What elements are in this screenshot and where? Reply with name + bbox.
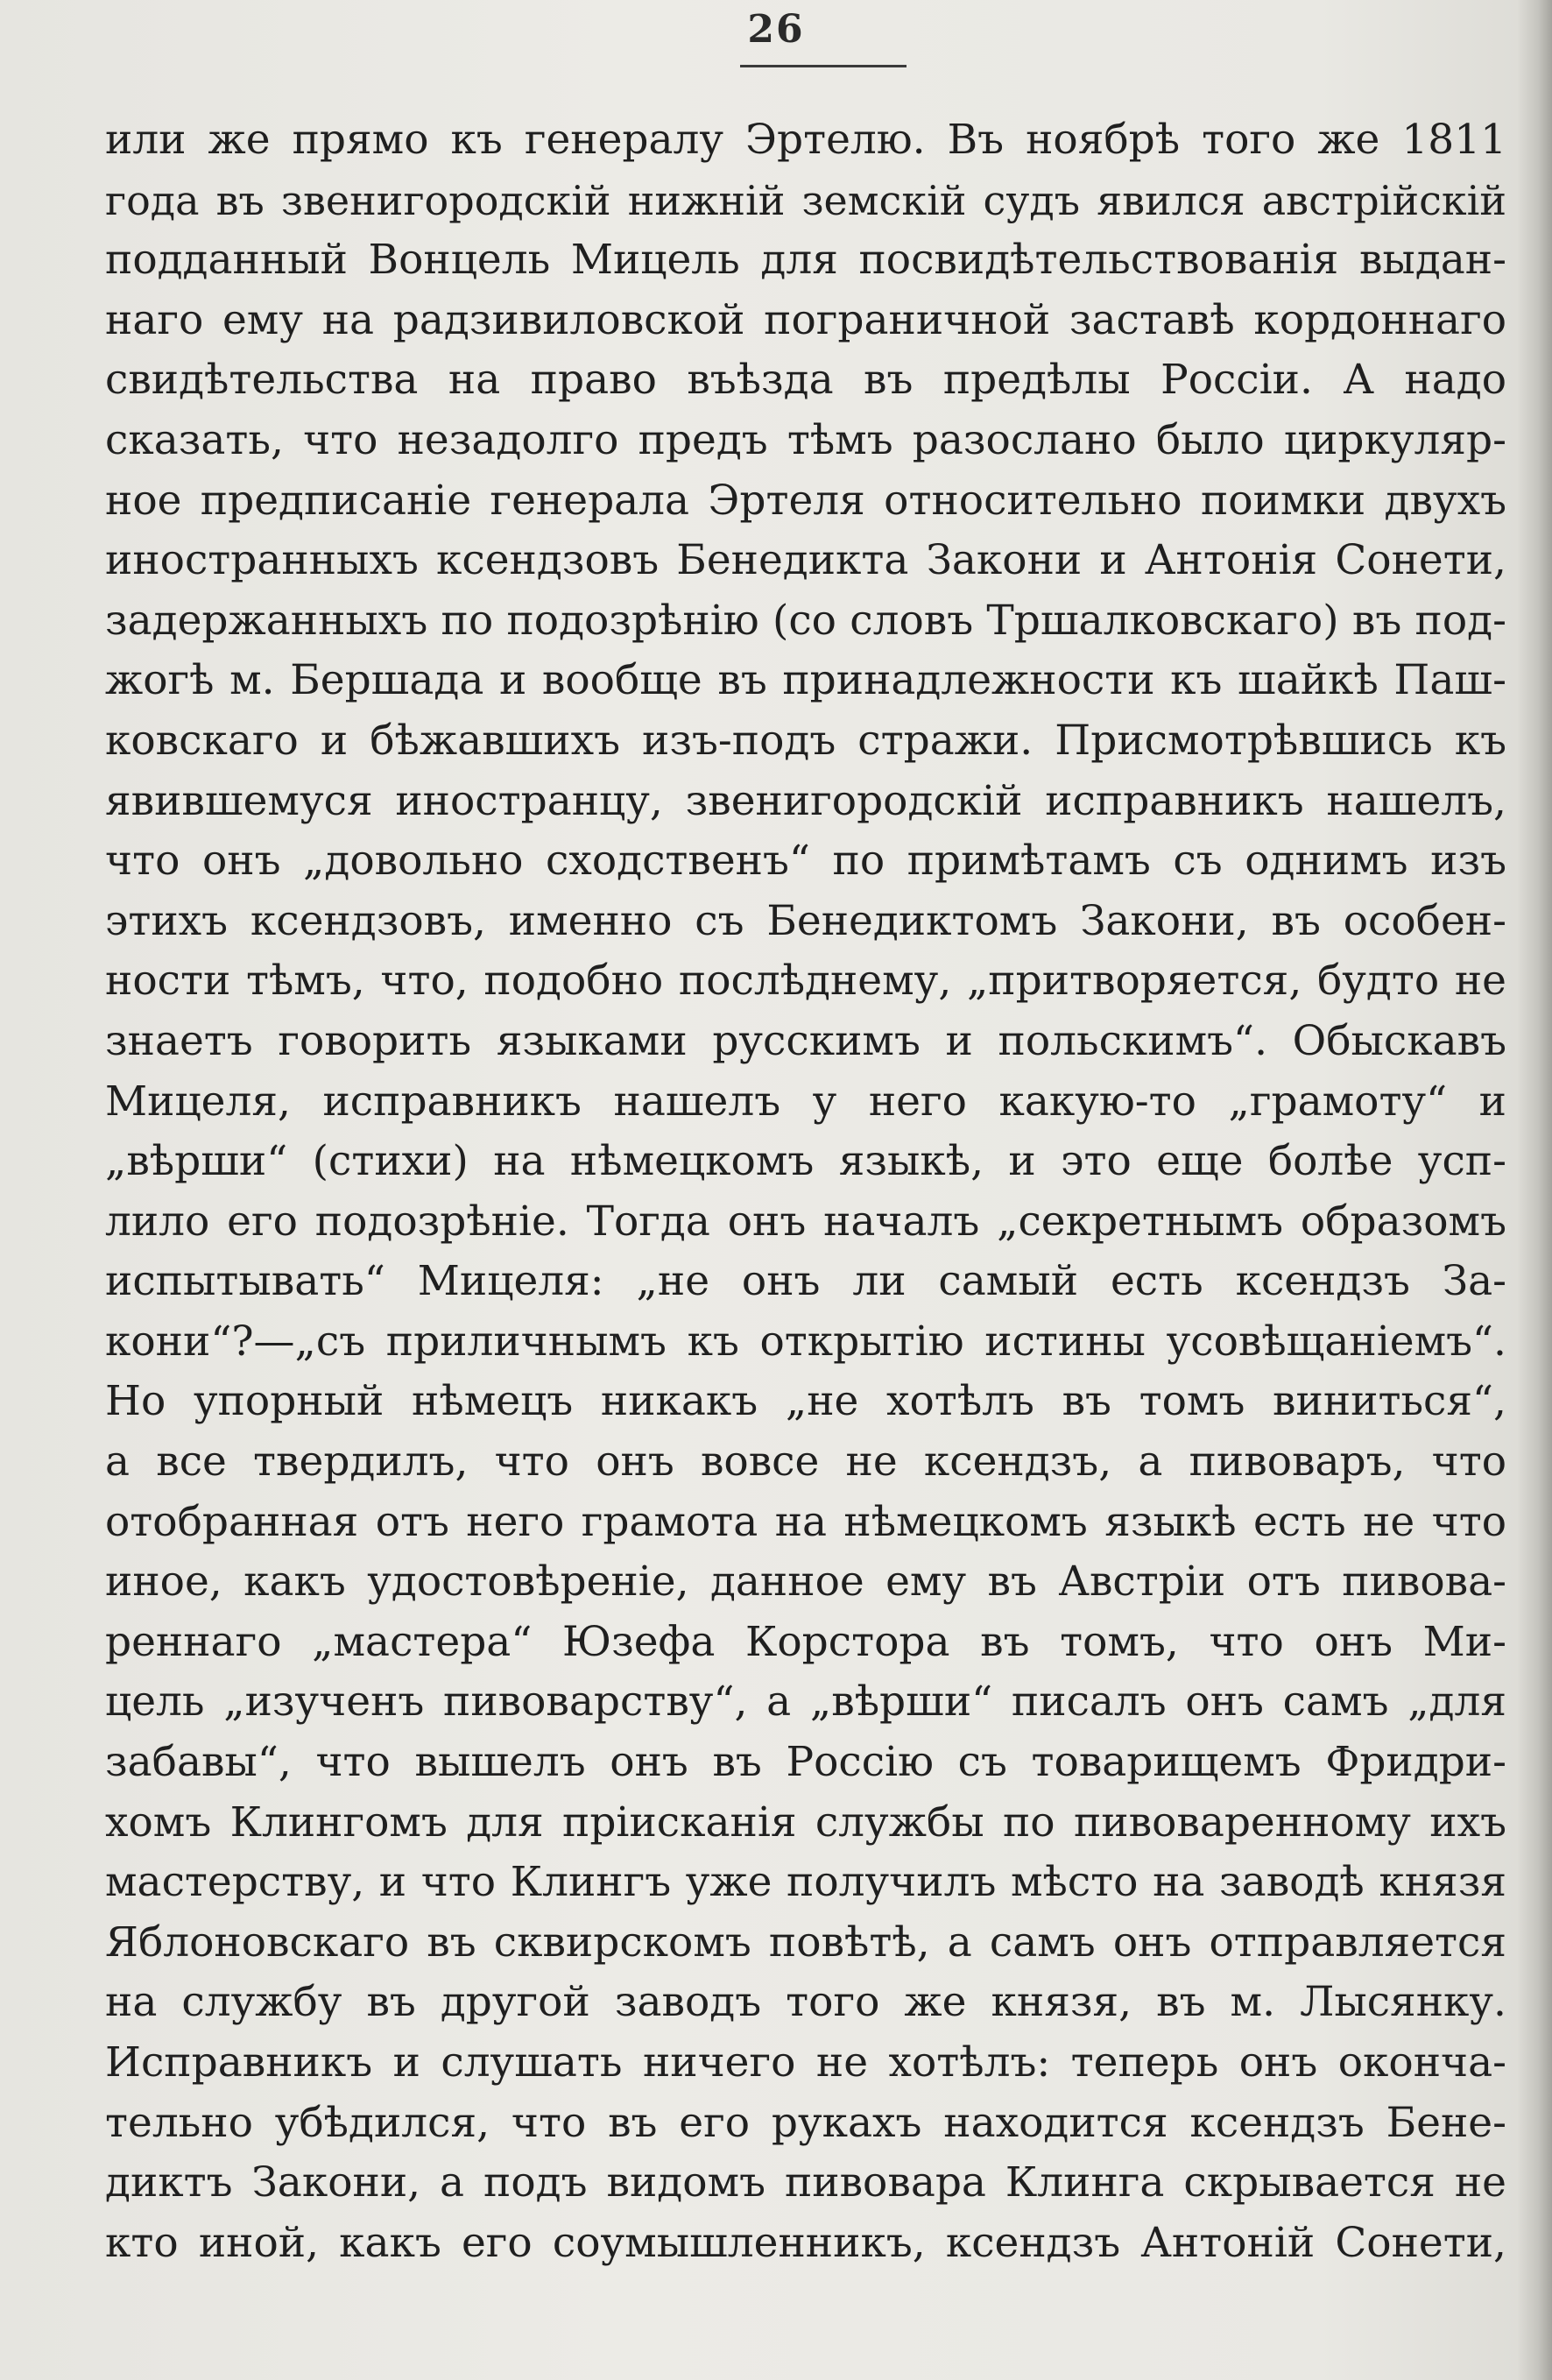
text-line-4: наго ему на радзивиловской пограничной заставѣ кордоннаго — [105, 295, 1506, 344]
text-line-1: или же прямо къ генералу Эртелю. Въ ноябрѣ того же 1811 — [105, 116, 1506, 164]
text-line-5: свидѣтельства на право въѣзда въ предѣлы Россiи. А надо — [105, 356, 1506, 405]
text-line-32: на службу въ другой заводъ того же князя, въ м. Лысянку. — [105, 1978, 1506, 2027]
text-line-10: жогѣ м. Бершада и вообще въ принадлежности къ шайкѣ Паш- — [105, 656, 1506, 705]
text-line-2: года въ звенигородскiй нижнiй земскiй судъ явился австрiйскiй — [105, 176, 1506, 224]
text-line-35: диктъ Закони, а подъ видомъ пивовара Клинга скрывается не — [105, 2158, 1506, 2207]
text-line-29: хомъ Клингомъ для прiисканiя службы по пивоваренному ихъ — [105, 1797, 1506, 1847]
text-line-26: реннаго „мастера“ Юзефа Корстора въ томъ, что онъ Ми- — [105, 1617, 1506, 1666]
page-number-rule — [740, 65, 907, 67]
text-line-12: явившемуся иностранцу, звенигородскiй исправникъ нашелъ, — [105, 776, 1506, 825]
text-line-7: ное предписанiе генерала Эртеля относительно поимки двухъ — [105, 476, 1506, 525]
text-line-24: отобранная отъ него грамота на нѣмецкомъ языкѣ есть не что — [105, 1497, 1506, 1546]
text-line-13: что онъ „довольно сходственъ“ по примѣтамъ съ однимъ изъ — [105, 837, 1506, 886]
text-line-34: тельно убѣдился, что въ его рукахъ находится ксендзъ Бене- — [105, 2098, 1506, 2147]
page-edge-shadow — [1517, 0, 1552, 2380]
text-line-6: сказать, что незадолго предъ тѣмъ разослано было циркуляр- — [105, 415, 1506, 464]
text-line-11: ковскаго и бѣжавшихъ изъ-подъ стражи. Присмотрѣвшись къ — [105, 716, 1506, 765]
text-line-30: мастерству, и что Клингъ уже получилъ мѣсто на заводѣ князя — [105, 1858, 1506, 1907]
body-text — [105, 110, 1506, 2273]
text-line-9: задержанныхъ по подозрѣнiю (со словъ Тршалковскаго) въ под- — [105, 596, 1506, 645]
text-line-18: „вѣрши“ (стихи) на нѣмецкомъ языкѣ, и это еще болѣе усп- — [105, 1137, 1506, 1186]
text-line-31: Яблоновскаго въ сквирскомъ повѣтѣ, а самъ онъ отправляется — [105, 1917, 1506, 1967]
text-line-14: этихъ ксендзовъ, именно съ Бенедиктомъ Закони, въ особен- — [105, 896, 1506, 945]
text-line-15: ности тѣмъ, что, подобно послѣднему, „притворяется, будто не — [105, 957, 1506, 1006]
text-line-22: Но упорный нѣмецъ никакъ „не хотѣлъ въ томъ виниться“, — [105, 1377, 1506, 1426]
text-line-23: а все твердилъ, что онъ вовсе не ксендзъ, а пивоваръ, что — [105, 1437, 1506, 1487]
text-line-17: Мицеля, исправникъ нашелъ у него какую-то „грамоту“ и — [105, 1077, 1506, 1126]
text-line-19: лило его подозрѣнiе. Тогда онъ началъ „секретнымъ образомъ — [105, 1197, 1506, 1246]
text-line-33: Исправникъ и слушать ничего не хотѣлъ: теперь онъ оконча- — [105, 2038, 1506, 2087]
text-line-21: кони“?—„съ приличнымъ къ открытiю истины усовѣщанiемъ“. — [105, 1317, 1506, 1366]
text-line-8: иностранныхъ ксендзовъ Бенедикта Закони и Антонiя Сонети, — [105, 536, 1506, 585]
text-line-36: кто иной, какъ его соумышленникъ, ксендзъ Антонiй Сонети, — [105, 2218, 1506, 2267]
text-line-20: испытывать“ Мицеля: „не онъ ли самый есть ксендзъ За- — [105, 1257, 1506, 1306]
text-line-16: знаетъ говорить языками русскимъ и польскимъ“. Обыскавъ — [105, 1016, 1506, 1065]
text-line-28: забавы“, что вышелъ онъ въ Россiю съ товарищемъ Фридри- — [105, 1738, 1506, 1787]
text-line-27: цель „изученъ пивоварству“, а „вѣрши“ писалъ онъ самъ „для — [105, 1677, 1506, 1727]
text-line-3: подданный Вонцель Мицель для посвидѣтельствованiя выдан- — [105, 236, 1506, 285]
text-line-25: иное, какъ удостовѣренiе, данное ему въ Австрiи отъ пивова- — [105, 1557, 1506, 1607]
page-number: 26 — [747, 7, 805, 52]
